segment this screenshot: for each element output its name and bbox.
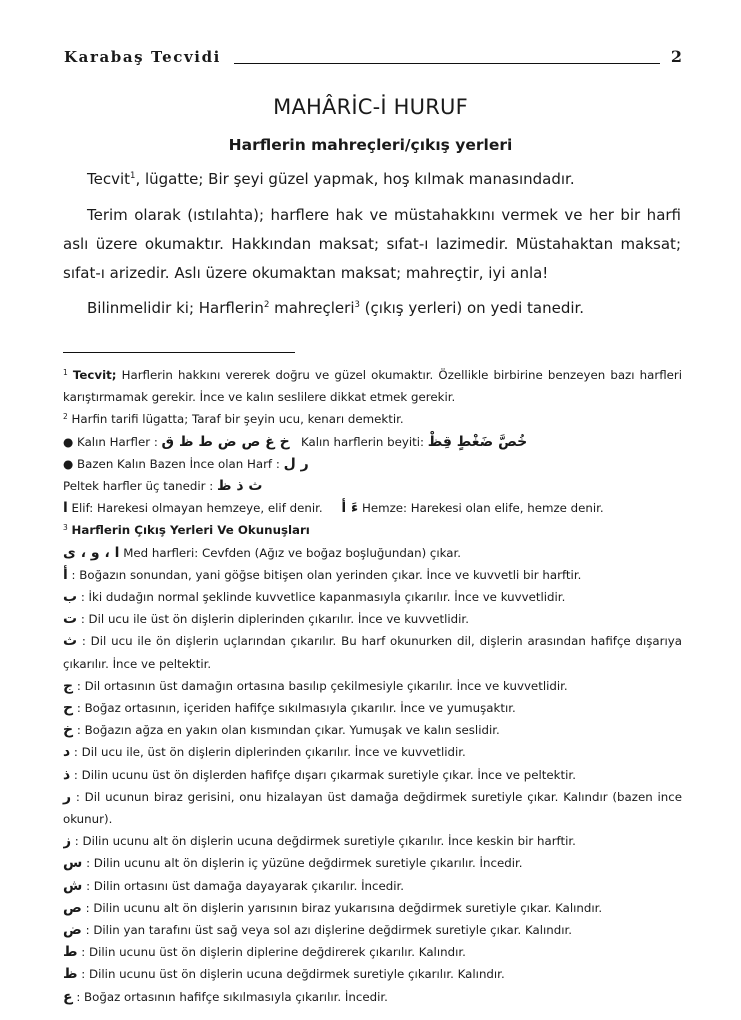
letter-description: : Dilin ortasını üst damağa dayayarak çıkarılır. İncedir. [82, 878, 405, 893]
letter-description: : Dil ucu ile, üst ön dişlerin diplerinden çıkarılır. İnce ve kuvvetlidir. [70, 745, 466, 760]
arabic-letter: ذ [63, 766, 71, 783]
arabic-letter: ظ [63, 966, 78, 983]
letter-description: : Dilin ucunu alt ön dişlerin ucuna değdirmek suretiyle çıkarılır. İnce keskin bir harftir. [71, 834, 576, 849]
footnote-ref-2: 2 [263, 300, 270, 310]
arabic-letter: ا ، و ، ى [63, 544, 120, 561]
letter-description: : Dilin ucunu alt ön dişlerin iç yüzüne değdirmek suretiyle çıkarılır. İncedir. [82, 856, 523, 871]
body-text-2 [63, 201, 681, 288]
letter-row [63, 564, 682, 586]
letter-row [63, 941, 682, 963]
page-number: 2 [670, 47, 682, 66]
letter-row [63, 630, 682, 674]
letter-row [63, 764, 682, 786]
header-rule [234, 63, 660, 64]
thick-letters: خ غ ص ض ط ظ ق [161, 433, 290, 450]
footnote-3: $^3$ Harflerin Çıkış Yerleri Ve Okunuşları [63, 523, 310, 538]
thick-letters-line: ● Kalın Harfler : خ غ ص ض ط ظ ق Kalın harflerin beyiti: خُصَّ ضَغْطٍ قِظْ [63, 433, 528, 450]
letter-description: : Dilin ucunu üst ön dişlerin ucuna değdirmek suretiyle çıkarılır. Kalındır. [77, 967, 505, 982]
letter-row [63, 719, 682, 741]
paragraph-mahrec: Bilinmelidir ki; Harflerin$^2$ mahreçleri$^3$ (çıkış yerleri) on yedi tanedir. [87, 299, 585, 317]
footnote-1: $^1$ Tecvit; Harflerin hakkını vererek doğru ve güzel okumaktır. Özellikle birbirine benzeyen bazı harfleri karıştırmamak gerekir. İnce ve kalın seslilere dikkat etmek gerekir. [63, 368, 683, 405]
letter-row [63, 875, 682, 897]
running-header [64, 48, 682, 70]
letter-description: : İki dudağın normal şeklinde kuvvetlice kapanmasıyla çıkarılır. İnce ve kuvvetlidir. [77, 590, 566, 605]
arabic-letter: د [63, 744, 71, 761]
lisp-letters-line: Peltek harfler üç tanedir : ث ذ ظ [63, 478, 263, 495]
arabic-letter: خ [63, 722, 74, 739]
variable-letters: ر ل [283, 455, 309, 472]
footnotes [63, 364, 682, 1008]
letter-description: : Dilin yan tarafını üst sağ veya sol azı dişlerine değdirmek suretiyle çıkar. Kalındır. [81, 923, 573, 938]
letter-description: : Dilin ucunu üst ön dişlerin diplerine değdirerek çıkarılır. Kalındır. [77, 945, 466, 960]
letter-description: : Boğazın ağza en yakın olan kısmından çıkar. Yumuşak ve kalın seslidir. [73, 723, 500, 738]
variable-letters-line: ● Bazen Kalın Bazen İnce olan Harf : ر ل [63, 455, 309, 472]
arabic-letter: س [63, 855, 83, 872]
thick-letters-verse: خُصَّ ضَغْطٍ قِظْ [427, 433, 528, 450]
arabic-letter: ث [63, 633, 78, 650]
arabic-letter: ز [63, 833, 72, 850]
letter-description: Med harfleri: Cevfden (Ağız ve boğaz boşluğundan) çıkar. [119, 545, 462, 560]
book-title: Karabaş Tecvidi [64, 48, 221, 66]
letter-row [63, 542, 682, 564]
body-text [63, 165, 681, 194]
letter-row [63, 986, 682, 1008]
letter-description: : Boğazın sonundan, yani göğse bitişen olan yerinden çıkar. İnce ve kuvvetli bir harftir. [67, 567, 582, 582]
lisp-letters: ث ذ ظ [216, 478, 263, 495]
letter-row [63, 675, 682, 697]
arabic-letter: ط [63, 944, 78, 961]
letter-description: : Dil ucunun biraz gerisini, onu hizalayan üst damağa değdirmek suretiyle çıkar. Kalındır (bazen ince okunur). [63, 789, 682, 827]
letter-description: : Dil ucu ile üst ön dişlerin diplerinden çıkarılır. İnce ve kuvvetlidir. [77, 612, 469, 627]
footnote-ref-3: 3 [354, 300, 360, 310]
arabic-letter: ر [63, 788, 72, 805]
letter-row [63, 608, 682, 630]
letter-row [63, 919, 682, 941]
arabic-letter: ش [63, 877, 83, 894]
arabic-letter: ج [63, 677, 74, 694]
letter-row [63, 697, 682, 719]
letter-description: : Boğaz ortasının hafifçe sıkılmasıyla çıkarılır. İncedir. [72, 989, 388, 1004]
arabic-letter: ت [63, 611, 78, 628]
chapter-subtitle: Harflerin mahreçleri/çıkış yerleri [228, 136, 513, 154]
paragraph-tecvit: Tecvit$^1$, lügatte; Bir şeyi güzel yapmak, hoş kılmak manasındadır. [87, 170, 575, 188]
paragraph-terim: Terim olarak (ıstılahta); harflere hak ve müstahakkını vermek ve her bir harfi aslı üzere okumaktır. Hakkından maksat; sıfat-ı lazimedir. Müstahaktan maksat; sıfat-ı arizedir. Aslı üzere okumaktan maksat; mahreçtir, iyi anla! [63, 206, 681, 282]
letter-list [63, 542, 682, 1008]
arabic-letter: أ [63, 566, 68, 583]
body-text-3 [63, 294, 681, 323]
arabic-letter: ض [63, 922, 82, 939]
footnote-2: $^2$ Harfin tarifi lügatta; Taraf bir şeyin ucu, kenarı demektir. [63, 412, 404, 427]
arabic-letter: ع [63, 988, 73, 1005]
letter-row [63, 786, 682, 830]
letter-description: : Dil ucu ile ön dişlerin uçlarından çıkarılır. Bu harf okunurken dil, dişlerin arasından hafifçe dışarıya çıkarılır. İnce ve peltektir. [63, 634, 682, 671]
letter-description: : Dilin ucunu üst ön dişlerden hafifçe dışarı çıkarmak suretiyle çıkar. İnce ve peltektir. [70, 767, 576, 782]
arabic-letter: ب [63, 589, 78, 606]
letter-row [63, 963, 682, 985]
chapter-title: MAHÂRİC-İ HURUF [273, 95, 468, 119]
letter-row [63, 852, 682, 874]
letter-description: : Dil ortasının üst damağın ortasına basılıp çekilmesiyle çıkarılır. İnce ve kuvvetlidir. [73, 678, 568, 693]
arabic-letter: ح [63, 700, 74, 717]
footnote-ref-1: 1 [130, 171, 136, 181]
letter-row [63, 586, 682, 608]
letter-description: : Boğaz ortasının, içeriden hafifçe sıkılmasıyla çıkarılır. İnce ve yumuşaktır. [73, 701, 516, 716]
letter-row [63, 897, 682, 919]
letter-row [63, 830, 682, 852]
letter-description: : Dilin ucunu alt ön dişlerin yarısının biraz yukarısına değdirmek suretiyle çıkar. Kalındır. [81, 900, 603, 915]
elif-hemze-line: ا Elif: Harekesi olmayan hemzeye, elif denir. ءَ أ Hemze: Harekesi olan elife, hemze denir. [63, 500, 604, 517]
arabic-letter: ص [63, 899, 82, 916]
letter-row [63, 741, 682, 763]
footnote-rule [63, 352, 295, 353]
